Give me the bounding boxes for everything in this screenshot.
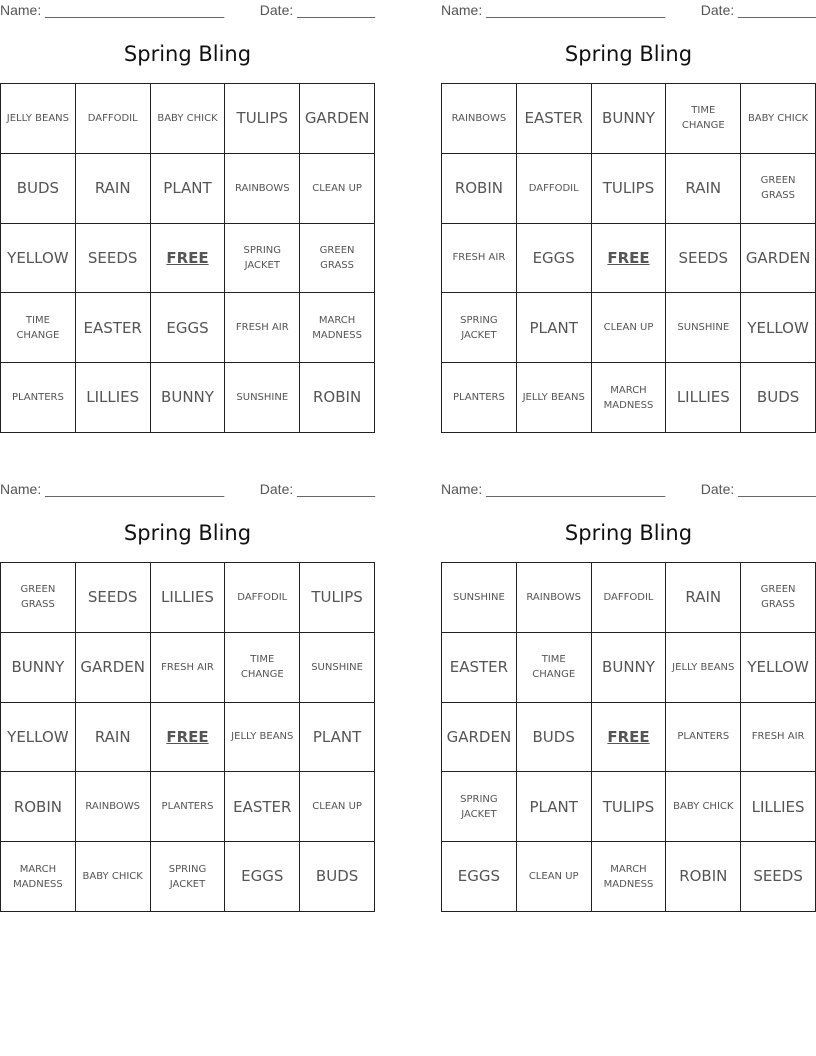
bingo-cell: BUNNY: [1, 633, 76, 703]
bingo-cell: BUDS: [741, 363, 816, 433]
bingo-cell: ROBIN: [666, 842, 741, 912]
bingo-cell: DAFFODIL: [225, 563, 300, 633]
bingo-cell: BUDS: [517, 703, 592, 773]
bingo-cell: JELLY BEANS: [517, 363, 592, 433]
bingo-cell: TIME CHANGE: [1, 293, 76, 363]
bingo-cell: GREEN GRASS: [300, 224, 375, 294]
bingo-cell: BUDS: [1, 154, 76, 224]
card-title: Spring Bling: [564, 521, 693, 545]
bingo-cell: TIME CHANGE: [666, 84, 741, 154]
bingo-cell: SEEDS: [76, 563, 151, 633]
bingo-cell: CLEAN UP: [517, 842, 592, 912]
bingo-cell: EASTER: [225, 772, 300, 842]
bingo-cell: MARCH MADNESS: [592, 363, 667, 433]
bingo-cell: FRESH AIR: [741, 703, 816, 773]
bingo-cell: ROBIN: [442, 154, 517, 224]
bingo-cell: BUNNY: [592, 633, 667, 703]
bingo-cell: GARDEN: [76, 633, 151, 703]
bingo-card-2: [441, 0, 816, 432]
bingo-cell: EASTER: [517, 84, 592, 154]
bingo-cell: EGGS: [442, 842, 517, 912]
bingo-cell: GARDEN: [741, 224, 816, 294]
bingo-cell: SUNSHINE: [300, 633, 375, 703]
bingo-cell: SPRING JACKET: [442, 772, 517, 842]
bingo-cell: LILLIES: [741, 772, 816, 842]
bingo-cell: RAINBOWS: [225, 154, 300, 224]
bingo-cell: MARCH MADNESS: [592, 842, 667, 912]
bingo-grid: [0, 83, 375, 433]
bingo-card-4: [441, 479, 816, 911]
bingo-cell: ROBIN: [300, 363, 375, 433]
bingo-cell: PLANTERS: [1, 363, 76, 433]
bingo-cell: DAFFODIL: [592, 563, 667, 633]
bingo-cell: RAIN: [76, 703, 151, 773]
bingo-cell: TULIPS: [592, 772, 667, 842]
bingo-cell: PLANT: [517, 293, 592, 363]
bingo-cell: CLEAN UP: [300, 772, 375, 842]
bingo-cell: RAIN: [666, 563, 741, 633]
bingo-cell: GREEN GRASS: [1, 563, 76, 633]
bingo-cell: DAFFODIL: [76, 84, 151, 154]
bingo-cell: SUNSHINE: [225, 363, 300, 433]
bingo-cell: JELLY BEANS: [666, 633, 741, 703]
bingo-cell: TULIPS: [225, 84, 300, 154]
bingo-cell: SUNSHINE: [442, 563, 517, 633]
bingo-cell: CLEAN UP: [592, 293, 667, 363]
date-field-line: Date: __________: [700, 481, 816, 497]
bingo-cell: TULIPS: [300, 563, 375, 633]
bingo-cell: ROBIN: [1, 772, 76, 842]
bingo-cell: EASTER: [76, 293, 151, 363]
bingo-cell: RAIN: [666, 154, 741, 224]
bingo-cell: BABY CHICK: [151, 84, 226, 154]
bingo-cell: SEEDS: [741, 842, 816, 912]
bingo-cell: LILLIES: [151, 563, 226, 633]
name-field-line: Name: _______________________: [0, 481, 225, 497]
bingo-cell: SEEDS: [666, 224, 741, 294]
bingo-cell: PLANT: [151, 154, 226, 224]
bingo-cell: FRESH AIR: [151, 633, 226, 703]
bingo-cell: GARDEN: [300, 84, 375, 154]
bingo-cell: YELLOW: [741, 293, 816, 363]
name-field-line: Name: _______________________: [441, 2, 666, 18]
bingo-cell: BABY CHICK: [76, 842, 151, 912]
bingo-cell: BUNNY: [592, 84, 667, 154]
date-field-line: Date: __________: [259, 2, 375, 18]
bingo-cell: RAINBOWS: [442, 84, 517, 154]
bingo-cell-free: FREE: [151, 703, 226, 773]
bingo-cell: BUNNY: [151, 363, 226, 433]
bingo-cell: PLANT: [300, 703, 375, 773]
bingo-cell: PLANT: [517, 772, 592, 842]
bingo-cell: RAIN: [76, 154, 151, 224]
bingo-cell: RAINBOWS: [76, 772, 151, 842]
bingo-cell: GARDEN: [442, 703, 517, 773]
bingo-cell: PLANTERS: [666, 703, 741, 773]
bingo-cell: GREEN GRASS: [741, 154, 816, 224]
bingo-cell: MARCH MADNESS: [300, 293, 375, 363]
bingo-cell: CLEAN UP: [300, 154, 375, 224]
card-title: Spring Bling: [123, 42, 252, 66]
bingo-cell: EGGS: [225, 842, 300, 912]
bingo-cell: BUDS: [300, 842, 375, 912]
bingo-cell: SPRING JACKET: [151, 842, 226, 912]
bingo-cell-free: FREE: [592, 703, 667, 773]
card-title: Spring Bling: [123, 521, 252, 545]
bingo-cell: TIME CHANGE: [517, 633, 592, 703]
bingo-cell: JELLY BEANS: [225, 703, 300, 773]
name-field-line: Name: _______________________: [441, 481, 666, 497]
bingo-grid: [0, 562, 375, 912]
bingo-cell-free: FREE: [592, 224, 667, 294]
bingo-grid: [441, 83, 816, 433]
bingo-cell: JELLY BEANS: [1, 84, 76, 154]
bingo-cell: SUNSHINE: [666, 293, 741, 363]
bingo-card-1: [0, 0, 375, 432]
bingo-cell: FRESH AIR: [442, 224, 517, 294]
bingo-grid: [441, 562, 816, 912]
name-field-line: Name: _______________________: [0, 2, 225, 18]
bingo-cell: YELLOW: [1, 703, 76, 773]
date-field-line: Date: __________: [259, 481, 375, 497]
bingo-cell: BABY CHICK: [666, 772, 741, 842]
card-title: Spring Bling: [564, 42, 693, 66]
bingo-cell: FRESH AIR: [225, 293, 300, 363]
bingo-cell: LILLIES: [666, 363, 741, 433]
bingo-cell: YELLOW: [1, 224, 76, 294]
bingo-cell: EGGS: [151, 293, 226, 363]
bingo-cell: EASTER: [442, 633, 517, 703]
bingo-cell: TIME CHANGE: [225, 633, 300, 703]
bingo-cell: PLANTERS: [151, 772, 226, 842]
bingo-cell: MARCH MADNESS: [1, 842, 76, 912]
bingo-card-3: [0, 479, 375, 911]
bingo-cell: SEEDS: [76, 224, 151, 294]
bingo-cell: SPRING JACKET: [225, 224, 300, 294]
bingo-cell: PLANTERS: [442, 363, 517, 433]
date-field-line: Date: __________: [700, 2, 816, 18]
bingo-cell: YELLOW: [741, 633, 816, 703]
bingo-cell: EGGS: [517, 224, 592, 294]
bingo-cell: BABY CHICK: [741, 84, 816, 154]
bingo-cell: TULIPS: [592, 154, 667, 224]
bingo-cell: SPRING JACKET: [442, 293, 517, 363]
bingo-cell: RAINBOWS: [517, 563, 592, 633]
bingo-cell: LILLIES: [76, 363, 151, 433]
bingo-cell: DAFFODIL: [517, 154, 592, 224]
bingo-cell-free: FREE: [151, 224, 226, 294]
bingo-cell: GREEN GRASS: [741, 563, 816, 633]
